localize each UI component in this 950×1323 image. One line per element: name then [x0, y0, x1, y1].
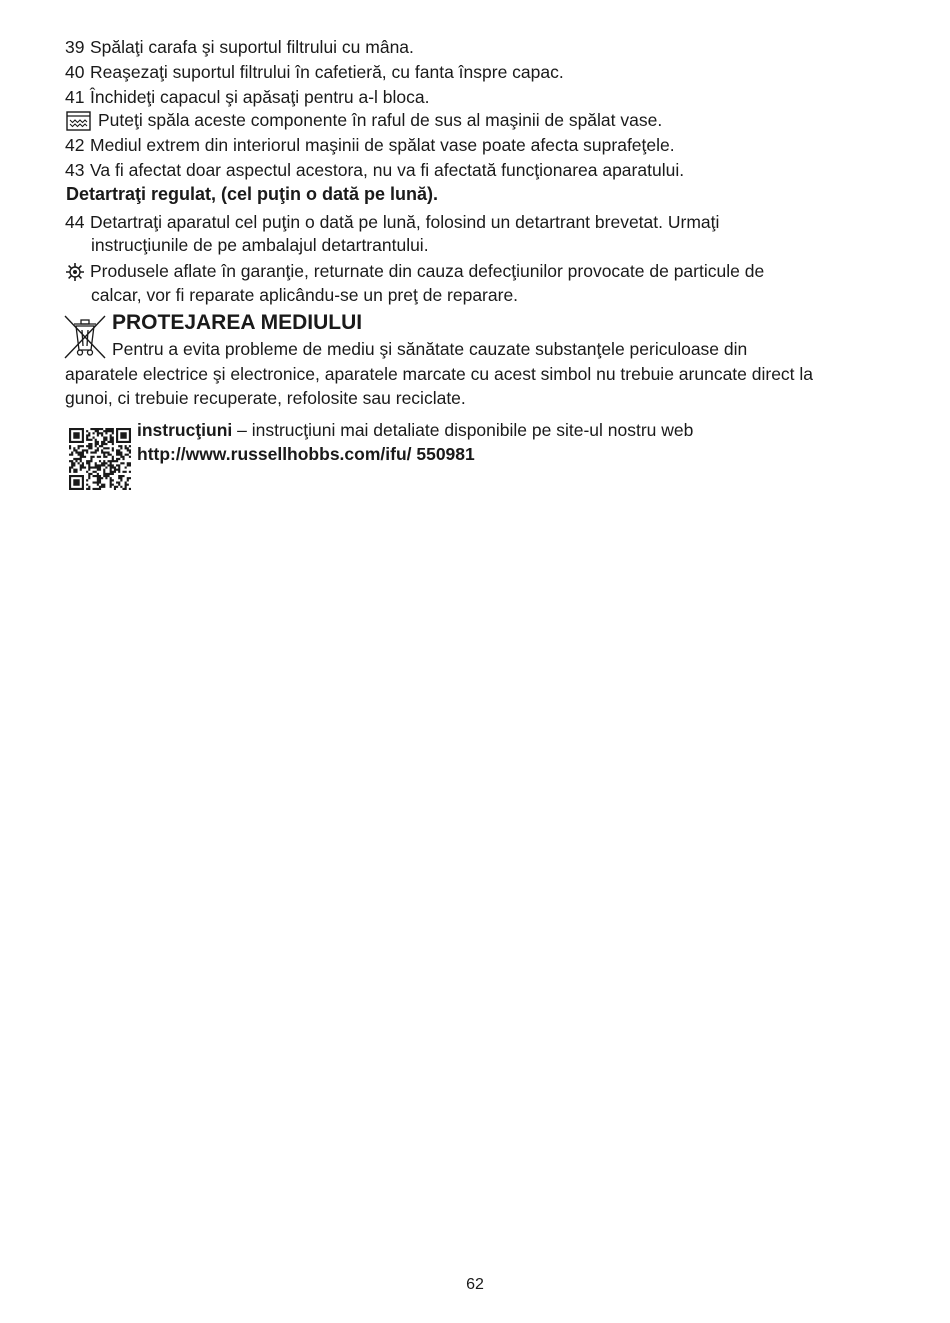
step-44	[65, 211, 719, 233]
step-number: 43	[65, 160, 85, 180]
step-text: Va fi afectat doar aspectul acestora, nu va fi afectată funcţionarea aparatului.	[90, 160, 685, 180]
step-text: Închideţi capacul şi apăsaţi pentru a-l bloca.	[90, 87, 430, 107]
dishwasher-icon	[66, 111, 91, 131]
warranty-note-continued: calcar, vor fi reparate aplicându-se un preţ de reparare.	[91, 285, 519, 305]
step-39	[65, 36, 414, 58]
step-text: Spălaţi carafa şi suportul filtrului cu mâna.	[90, 37, 414, 57]
environment-text-line3: gunoi, ci trebuie recuperate, refolosite sau reciclate.	[65, 388, 466, 408]
step-41	[65, 86, 430, 108]
step-number: 41	[65, 87, 85, 107]
step-42	[65, 134, 675, 156]
step-number: 44	[65, 212, 85, 232]
crossed-bin-icon	[62, 314, 108, 360]
sun-icon	[65, 262, 85, 282]
page-number: 62	[466, 1276, 484, 1293]
instructions-url[interactable]: http://www.russellhobbs.com/ifu/ 550981	[137, 444, 475, 464]
step-number: 39	[65, 37, 85, 57]
warranty-note: Produsele aflate în garanţie, returnate din cauza defecţiunilor provocate de particule de	[90, 261, 765, 281]
step-number: 40	[65, 62, 85, 82]
descale-heading: Detartraţi regulat, (cel puţin o dată pe lună).	[66, 184, 439, 204]
step-44-continued: instrucţiunile de pe ambalajul detartrantului.	[91, 235, 429, 255]
instructions-label: instrucţiuni	[137, 420, 233, 440]
instructions-text: – instrucţiuni mai detaliate disponibile pe site-ul nostru web	[232, 420, 694, 440]
environment-title: PROTEJAREA MEDIULUI	[112, 311, 363, 334]
step-40	[65, 61, 564, 83]
step-text: Detartraţi aparatul cel puţin o dată pe lună, folosind un detartrant brevetat. Urmaţi	[90, 212, 720, 232]
qr-code-icon	[69, 428, 131, 490]
dishwasher-note: Puteţi spăla aceste componente în raful de sus al maşinii de spălat vase.	[98, 110, 663, 130]
environment-text-line2: aparatele electrice şi electronice, aparatele marcate cu acest simbol nu trebuie aruncate direct la	[65, 364, 814, 384]
environment-text-line1: Pentru a evita probleme de mediu şi sănătate cauzate substanţele periculoase din	[112, 339, 748, 359]
step-43	[65, 159, 684, 181]
step-number: 42	[65, 135, 85, 155]
instructions-line	[137, 418, 693, 442]
step-text: Mediul extrem din interiorul maşinii de spălat vase poate afecta suprafeţele.	[90, 135, 675, 155]
step-text: Reaşezaţi suportul filtrului în cafetieră, cu fanta înspre capac.	[90, 62, 564, 82]
